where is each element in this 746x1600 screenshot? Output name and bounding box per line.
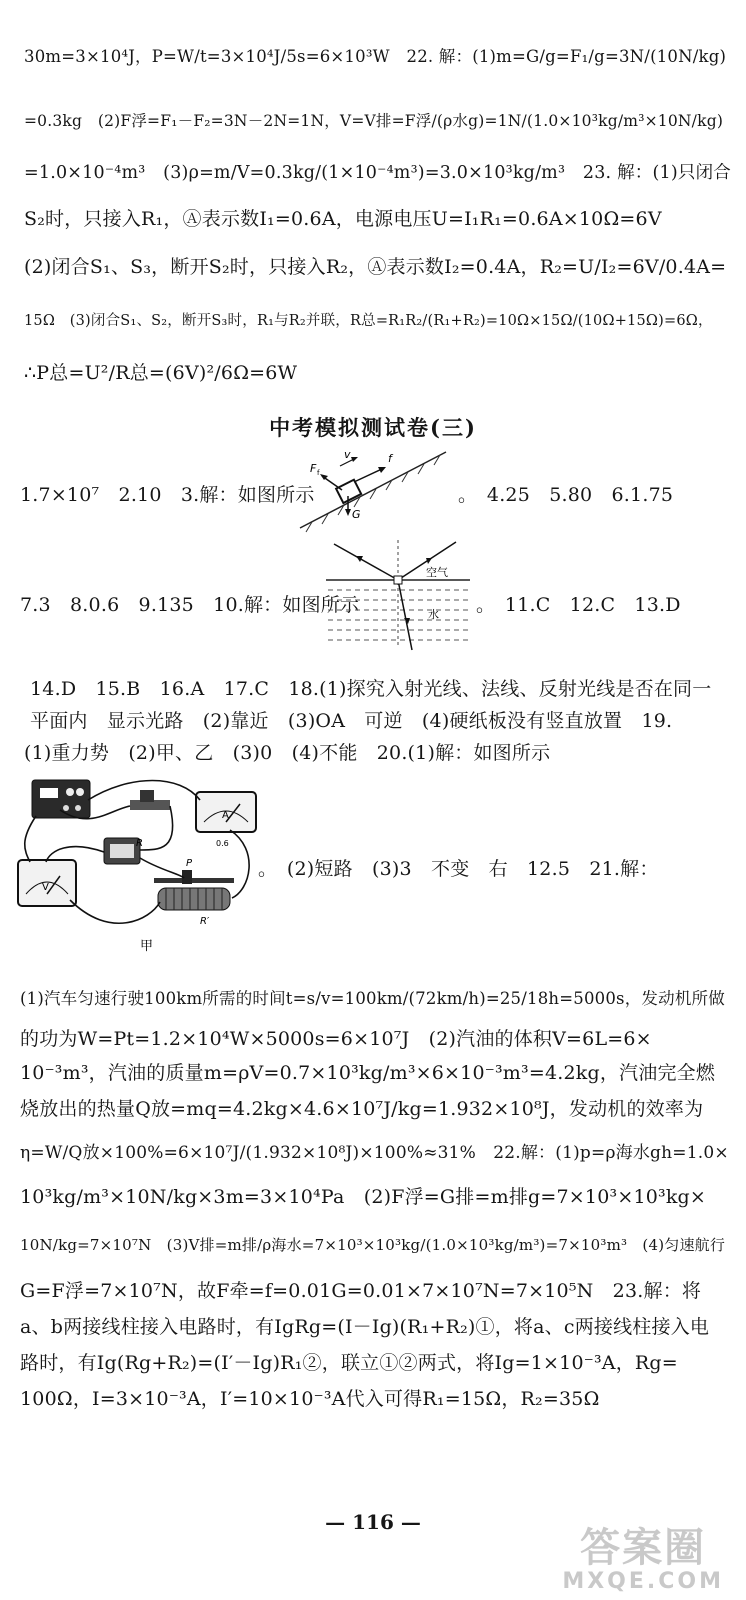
text-line: =1.0×10⁻⁴m³ (3)ρ=m/V=0.3kg/(1×10⁻⁴m³)=3.0×10³kg/m³ 23. 解：(1)只闭合	[24, 163, 731, 183]
text-line: 烧放出的热量Q放=mq=4.2kg×4.6×10⁷J/kg=1.932×10⁸J，发动机的效率为	[20, 1098, 704, 1120]
ammeter-scale-label: 0.6	[216, 839, 229, 848]
text-line: 平面内 显示光路 (2)靠近 (3)OA 可逆 (4)硬纸板没有竖直放置 19.	[30, 710, 673, 732]
watermark	[562, 1526, 724, 1594]
resistor-label: R	[136, 838, 143, 849]
watermark-domain: MXQE.COM	[562, 1569, 724, 1594]
text-line: 10⁻³m³，汽油的质量m=ρV=0.7×10³kg/m³×6×10⁻³m³=4.2kg，汽油完全燃	[20, 1062, 716, 1084]
answers-row-a-right: 。 4.25 5.80 6.1.75	[458, 484, 674, 506]
text-line: (1)汽车匀速行驶100km所需的时间t=s/v=100km/(72km/h)=25/18h=5000s，发动机所做	[20, 989, 725, 1008]
text-line: 10³kg/m³×10N/kg×3m=3×10⁴Pa (2)F浮=G排=m排g=7×10³×10³kg×	[20, 1186, 707, 1208]
circuit-photo-diagram	[10, 770, 272, 956]
circuit-caption: 甲	[140, 939, 154, 954]
text-line: G=F浮=7×10⁷N，故F牵=f=0.01G=0.01×7×10⁷N=7×10⁵N 23.解：将	[20, 1280, 702, 1302]
text-line: η=W/Q放×100%=6×10⁷J/(1.932×10⁸J)×100%≈31% 22.解：(1)p=ρ海水gh=1.0×	[20, 1143, 729, 1163]
answers-row-b-left: 7.3 8.0.6 9.135 10.解：如图所示	[20, 594, 360, 616]
water-label: 水	[428, 608, 439, 621]
rheostat-label: R′	[200, 916, 210, 927]
text-line: =0.3kg (2)F浮=F₁－F₂=3N－2N=1N，V=V排=F浮/(ρ水g)=1N/(1.0×10³kg/m³×10N/kg)	[24, 112, 724, 130]
text-line: 15Ω (3)闭合S₁、S₂，断开S₃时，R₁与R₂并联，R总=R₁R₂/(R₁+R₂)=10Ω×15Ω/(10Ω+15Ω)=6Ω，	[24, 313, 713, 329]
voltmeter-letter: V	[42, 882, 49, 893]
circuit-side-text: 。 (2)短路 (3)3 不变 右 12.5 21.解：	[258, 858, 659, 880]
text-line: 14.D 15.B 16.A 17.C 18.(1)探究入射光线、法线、反射光线是否在同一	[30, 678, 712, 700]
ammeter-label: A	[222, 810, 229, 821]
text-line: 路时，有Ig(Rg+R₂)=(I′－Ig)R₁②，联立①②两式，将Ig=1×10⁻³A，Rg=	[20, 1352, 678, 1374]
slider-label: P	[186, 858, 193, 869]
answers-row-a-left: 1.7×10⁷ 2.10 3.解：如图所示	[20, 484, 315, 506]
text-line: (2)闭合S₁、S₃，断开S₂时，只接入R₂，Ⓐ表示数I₂=0.4A，R₂=U/I₂=6V/0.4A=	[24, 256, 727, 278]
gravity-label: G	[352, 508, 361, 521]
air-label: 空气	[426, 566, 448, 579]
velocity-label: v	[344, 448, 351, 461]
text-line: 的功为W=Pt=1.2×10⁴W×5000s=6×10⁷J (2)汽油的体积V=6L=6×	[20, 1028, 652, 1050]
friction-label: f	[388, 452, 392, 465]
section-title: 中考模拟测试卷(三)	[269, 415, 477, 440]
answers-row-b-right: 。 11.C 12.C 13.D	[476, 594, 681, 616]
force-label: F	[310, 462, 317, 475]
text-line: ∴P总=U²/R总=(6V)²/6Ω=6W	[24, 362, 298, 384]
text-line: a、b两接线柱接入电路时，有IgRg=(I－Ig)(R₁+R₂)①，将a、c两接线柱接入电	[20, 1316, 710, 1338]
text-line: S₂时，只接入R₁，Ⓐ表示数I₁=0.6A，电源电压U=I₁R₁=0.6A×10Ω=6V	[24, 208, 662, 230]
text-line: (1)重力势 (2)甲、乙 (3)0 (4)不能 20.(1)解：如图所示	[24, 742, 551, 764]
text-line: 10N/kg=7×10⁷N (3)V排=m排/ρ海水=7×10³×10³kg/(1.0×10³kg/m³)=7×10³m³ (4)匀速航行	[20, 1236, 726, 1254]
incline-force-diagram	[296, 446, 452, 536]
text-line: 30m=3×10⁴J，P=W/t=3×10⁴J/5s=6×10³W 22. 解：(1)m=G/g=F₁/g=3N/(10N/kg)	[24, 47, 727, 66]
watermark-logo-text: 答案圈	[580, 1525, 707, 1571]
page-number: — 116 —	[325, 1510, 421, 1534]
force-sub-label: f	[317, 469, 320, 477]
refraction-diagram	[322, 536, 474, 656]
text-line: 100Ω，I=3×10⁻³A，I′=10×10⁻³A代入可得R₁=15Ω，R₂=35Ω	[20, 1388, 600, 1410]
